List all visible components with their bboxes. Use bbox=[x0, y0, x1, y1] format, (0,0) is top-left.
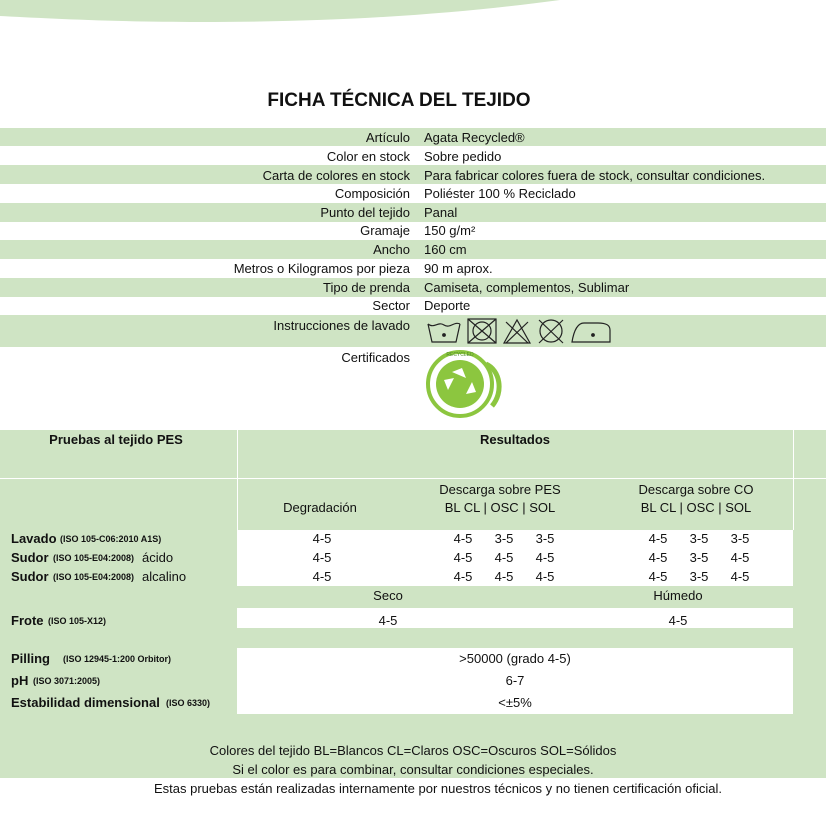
logo-text: RECYCLED bbox=[446, 352, 474, 358]
tests-header-left: Pruebas al tejido PES bbox=[49, 432, 183, 447]
co-value: 3-5 bbox=[689, 550, 709, 565]
test-suffix: alcalino bbox=[142, 569, 187, 584]
co-value: 4-5 bbox=[648, 550, 668, 565]
pes-value: 4-5 bbox=[453, 550, 473, 565]
test-name: Sudor bbox=[11, 569, 49, 584]
spec-label: Artículo bbox=[365, 130, 410, 145]
ph-name: pH bbox=[11, 673, 29, 688]
footer-legend: Colores del tejido BL=Blancos CL=Claros OSC=Oscuros SOL=Sólidos bbox=[209, 743, 617, 758]
spec-label: Tipo de prenda bbox=[323, 280, 410, 295]
test-norm: (ISO 105-C06:2010 A1S) bbox=[60, 534, 162, 544]
washing-symbols bbox=[426, 316, 616, 346]
pes-value: 3-5 bbox=[494, 531, 514, 546]
pes-value: 3-5 bbox=[535, 531, 555, 546]
co-value: 3-5 bbox=[730, 531, 750, 546]
spec-label: Composición bbox=[334, 186, 410, 201]
frote-humedo-value: 4-5 bbox=[668, 613, 688, 628]
washing-label: Instrucciones de lavado bbox=[273, 318, 410, 333]
spec-value: Para fabricar colores fuera de stock, consultar condiciones. bbox=[424, 168, 766, 183]
estabilidad-value: <±5% bbox=[498, 695, 532, 710]
pes-value: 4-5 bbox=[494, 550, 514, 565]
pilling-value: >50000 (grado 4-5) bbox=[459, 651, 571, 666]
ph-value: 6-7 bbox=[505, 673, 525, 688]
scale-pes: BL CL | OSC | SOL bbox=[444, 500, 556, 515]
co-value: 3-5 bbox=[689, 569, 709, 584]
spec-label: Ancho bbox=[373, 242, 410, 257]
no-tumble-dry-icon bbox=[504, 320, 530, 343]
test-name: Lavado bbox=[11, 531, 57, 546]
iron-low-icon bbox=[572, 323, 610, 342]
frote-norm: (ISO 105-X12) bbox=[48, 616, 107, 626]
scale-co: BL CL | OSC | SOL bbox=[640, 500, 752, 515]
spec-value: 160 cm bbox=[424, 242, 467, 257]
estabilidad-norm: (ISO 6330) bbox=[166, 698, 211, 708]
spec-value: Agata Recycled® bbox=[424, 130, 525, 145]
co-value: 4-5 bbox=[730, 569, 750, 584]
descarga-co-header: Descarga sobre CO bbox=[638, 482, 754, 497]
spec-label: Carta de colores en stock bbox=[262, 168, 410, 183]
co-value: 4-5 bbox=[648, 531, 668, 546]
spec-label: Gramaje bbox=[360, 223, 410, 238]
spec-label: Metros o Kilogramos por pieza bbox=[233, 261, 410, 276]
pes-value: 4-5 bbox=[453, 569, 473, 584]
footer-note: Si el color es para combinar, consultar condiciones especiales. bbox=[232, 762, 594, 777]
co-value: 4-5 bbox=[730, 550, 750, 565]
degradacion-value: 4-5 bbox=[312, 531, 332, 546]
degradacion-value: 4-5 bbox=[312, 550, 332, 565]
co-value: 3-5 bbox=[689, 531, 709, 546]
spec-value: 90 m aprox. bbox=[424, 261, 493, 276]
seco-header: Seco bbox=[373, 588, 403, 603]
degradacion-header: Degradación bbox=[283, 500, 357, 515]
spec-value: Camiseta, complementos, Sublimar bbox=[424, 280, 630, 295]
ph-norm: (ISO 3071:2005) bbox=[33, 676, 101, 686]
certificates-label: Certificados bbox=[341, 350, 410, 365]
header-wave bbox=[0, 0, 826, 30]
spec-label: Color en stock bbox=[326, 149, 410, 164]
frote-name: Frote bbox=[11, 613, 44, 628]
no-bleach-icon bbox=[468, 319, 496, 343]
pes-value: 4-5 bbox=[453, 531, 473, 546]
spec-value: Panal bbox=[424, 205, 458, 220]
pes-value: 4-5 bbox=[494, 569, 514, 584]
spec-value: Poliéster 100 % Reciclado bbox=[424, 186, 576, 201]
wash-30-icon bbox=[428, 323, 460, 342]
degradacion-value: 4-5 bbox=[312, 569, 332, 584]
spec-value: Deporte bbox=[424, 298, 471, 313]
test-suffix: ácido bbox=[142, 550, 174, 565]
test-name: Sudor bbox=[11, 550, 49, 565]
tests-header-right: Resultados bbox=[479, 432, 551, 447]
estabilidad-name: Estabilidad dimensional bbox=[11, 695, 160, 710]
pilling-norm: (ISO 12945-1:200 Orbitor) bbox=[63, 654, 172, 664]
test-norm: (ISO 105-E04:2008) bbox=[53, 553, 135, 563]
humedo-header: Húmedo bbox=[653, 588, 703, 603]
footer-disclaimer: Estas pruebas están realizadas internamente por nuestros técnicos y no tienen certificación oficial. bbox=[154, 781, 722, 796]
test-norm: (ISO 105-E04:2008) bbox=[53, 572, 135, 582]
spec-label: Sector bbox=[372, 298, 410, 313]
no-dryclean-icon bbox=[539, 320, 563, 343]
pilling-name: Pilling bbox=[11, 651, 50, 666]
descarga-pes-header: Descarga sobre PES bbox=[439, 482, 561, 497]
page-title: FICHA TÉCNICA DEL TEJIDO bbox=[267, 90, 531, 111]
pes-value: 4-5 bbox=[535, 569, 555, 584]
recycled-logo bbox=[424, 348, 506, 418]
spec-value: 150 g/m² bbox=[424, 223, 476, 238]
pes-value: 4-5 bbox=[535, 550, 555, 565]
co-value: 4-5 bbox=[648, 569, 668, 584]
spec-label: Punto del tejido bbox=[320, 205, 410, 220]
frote-seco-value: 4-5 bbox=[378, 613, 398, 628]
spec-value: Sobre pedido bbox=[424, 149, 502, 164]
